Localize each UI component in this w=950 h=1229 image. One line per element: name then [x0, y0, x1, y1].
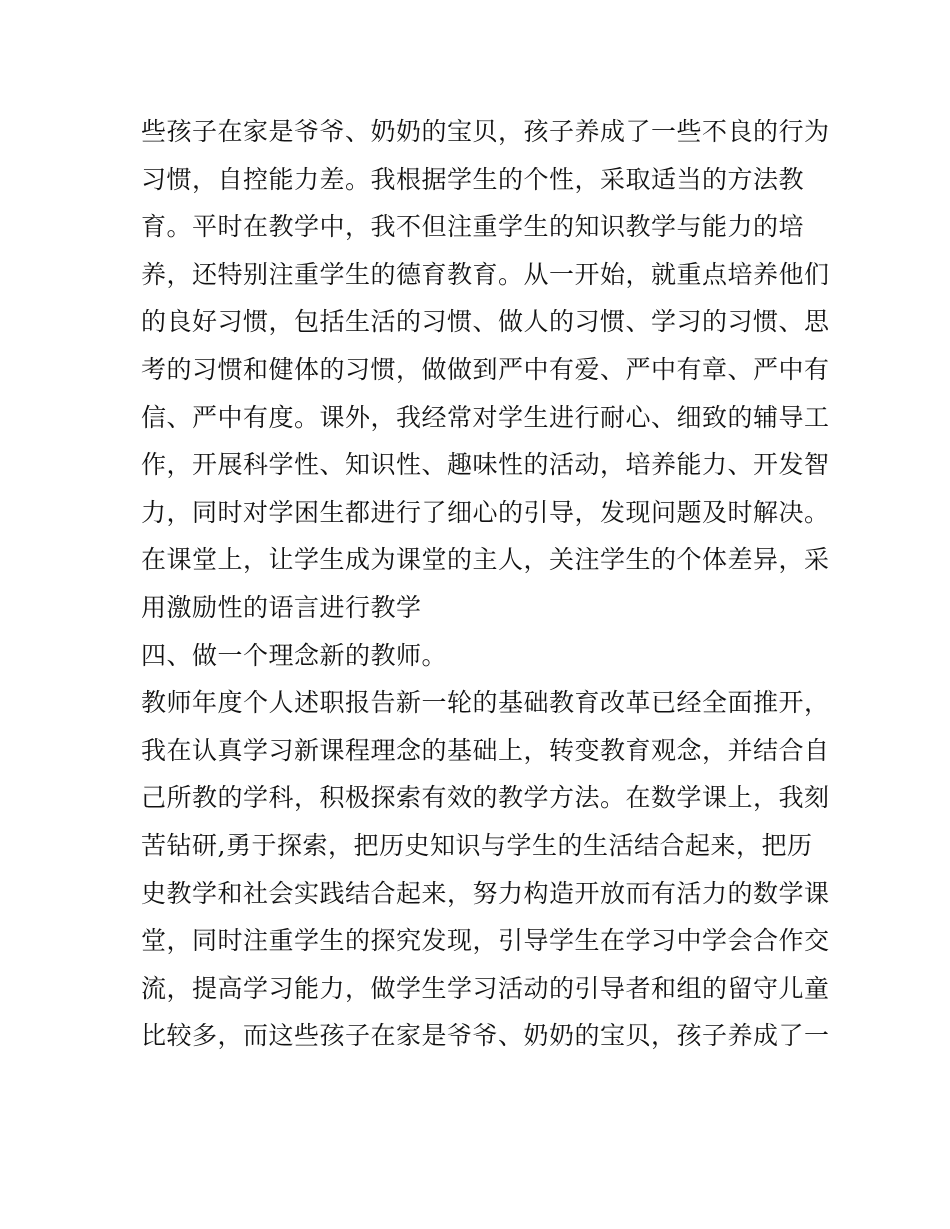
text-line: 己所教的学科，积极探索有效的教学方法。在数学课上，我刻: [141, 783, 830, 813]
text-line: 史教学和社会实践结合起来，努力构造开放而有活力的数学课: [141, 878, 830, 908]
text-line: 的良好习惯，包括生活的习惯、做人的习惯、学习的习惯、思: [141, 307, 830, 337]
text-line: 苦钻研,勇于探索，把历史知识与学生的生活结合起来，把历: [141, 830, 813, 860]
text-line: 养，还特别注重学生的德育教育。从一开始，就重点培养他们: [141, 259, 830, 289]
text-line: 考的习惯和健体的习惯，做做到严中有爱、严中有章、严中有: [141, 354, 830, 384]
section-heading: 四、做一个理念新的教师。: [141, 640, 448, 670]
text-line: 我在认真学习新课程理念的基础上，转变教育观念，并结合自: [141, 735, 830, 765]
text-line: 教师年度个人述职报告新一轮的基础教育改革已经全面推开，: [141, 688, 830, 718]
text-line: 信、严中有度。课外，我经常对学生进行耐心、细致的辅导工: [141, 402, 830, 432]
text-line: 些孩子在家是爷爷、奶奶的宝贝，孩子养成了一些不良的行为: [141, 117, 830, 146]
text-line: 力，同时对学困生都进行了细心的引导，发现问题及时解决。: [141, 497, 830, 527]
text-line: 育。平时在教学中，我不但注重学生的知识教学与能力的培: [141, 212, 805, 242]
text-line: 在课堂上，让学生成为课堂的主人，关注学生的个体差异，采: [141, 545, 830, 575]
text-line: 流，提高学习能力，做学生学习活动的引导者和组的留守儿童: [141, 973, 830, 1003]
body-text: [141, 108, 830, 1060]
text-line: 比较多，而这些孩子在家是爷爷、奶奶的宝贝，孩子养成了一: [141, 1021, 830, 1051]
text-line: 用激励性的语言进行教学: [141, 592, 422, 622]
text-line: 堂，同时注重学生的探究发现，引导学生在学习中学会合作交: [141, 926, 830, 956]
text-line: 作，开展科学性、知识性、趣味性的活动，培养能力、开发智: [141, 450, 830, 480]
text-line: 习惯，自控能力差。我根据学生的个性，采取适当的方法教: [141, 164, 805, 194]
